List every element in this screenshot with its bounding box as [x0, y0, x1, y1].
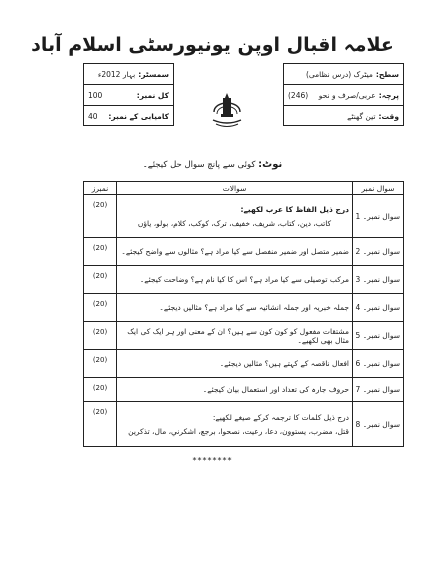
semester-value: بہار 2012ء — [97, 69, 136, 79]
note-label: نوٹ: — [258, 159, 283, 170]
number-header: سوال نمبر — [353, 182, 404, 195]
question-number: سوال نمبر۔ 6 — [353, 350, 404, 378]
question-marks: (20) — [84, 195, 117, 238]
question-marks: (20) — [84, 402, 117, 447]
question-text: حروف جارہ کی تعداد اور استعمال بیان کیجئے۔ — [117, 378, 353, 402]
table-header-row — [84, 182, 404, 195]
level-label: سطح: — [375, 69, 399, 79]
header-pass-row — [84, 106, 173, 127]
question-text: جملہ خبریہ اور جملہ انشائیہ سے کیا مراد ہے؟ مثالیں دیجئے۔ — [117, 294, 353, 322]
questions-header: سوالات — [117, 182, 353, 195]
level-value: میٹرک (درس نظامی) — [305, 69, 373, 79]
header-paper-row — [284, 85, 403, 106]
question-marks: (20) — [84, 266, 117, 294]
time-value: تین گھنٹے — [347, 112, 376, 121]
time-label: وقت: — [378, 112, 399, 121]
question-marks: (20) — [84, 350, 117, 378]
question-text: ضمیر متصل اور ضمیر منفصل سے کیا مراد ہے؟ مثالوں سے واضح کیجئے۔ — [117, 238, 353, 266]
table-row — [84, 402, 404, 447]
university-title: علامہ اقبال اوپن یونیورسٹی اسلام آباد — [31, 34, 394, 56]
marks-header: نمبرز — [84, 182, 117, 195]
end-marker: ******** — [192, 456, 233, 465]
table-row — [84, 238, 404, 266]
header-total-row — [84, 85, 173, 106]
header-left-box — [83, 63, 174, 126]
question-1-heading: درج ذیل الفاظ کا عرب لکھیے: — [240, 204, 349, 214]
note-text: کوئی سے پانچ سوال حل کیجئے۔ — [142, 160, 256, 170]
question-number: سوال نمبر۔ 7 — [353, 378, 404, 402]
question-marks: (20) — [84, 378, 117, 402]
question-1-words: کاتب، دین، کتاب، شریف، خفیف، ترک، کوکب، کلام، بولو، یاؤں — [137, 218, 332, 228]
paper-label: پرچہ: — [378, 90, 399, 100]
header-right-box — [283, 63, 404, 126]
question-marks: (20) — [84, 294, 117, 322]
question-number: سوال نمبر۔ 1 — [353, 195, 404, 238]
table-row — [84, 378, 404, 402]
question-text — [117, 195, 353, 238]
question-text: مرکب توصیلی سے کیا مراد ہے؟ اس کا کیا نام ہے؟ وضاحت کیجئے۔ — [117, 266, 353, 294]
table-row — [84, 322, 404, 350]
question-8-heading: درج ذیل کلمات کا ترجمہ کرکے صیغے لکھیے: — [212, 412, 349, 422]
question-number: سوال نمبر۔ 2 — [353, 238, 404, 266]
paper-value: عربی/صرف و نحو — [318, 90, 376, 100]
semester-label: سمسٹر: — [138, 69, 169, 79]
question-number: سوال نمبر۔ 8 — [353, 402, 404, 447]
question-text — [117, 402, 353, 447]
header-time-row — [284, 106, 403, 127]
table-row — [84, 294, 404, 322]
header-level-row — [284, 64, 403, 85]
question-number: سوال نمبر۔ 4 — [353, 294, 404, 322]
question-marks: (20) — [84, 322, 117, 350]
pass-marks-value: 40 — [88, 112, 98, 121]
paper-code: (246) — [288, 90, 309, 100]
question-text: افعال ناقصہ کے کہتے ہیں؟ مثالیں دیجئے۔ — [117, 350, 353, 378]
university-logo-icon — [211, 90, 243, 130]
question-number: سوال نمبر۔ 5 — [353, 322, 404, 350]
question-marks: (20) — [84, 238, 117, 266]
question-8-words: قتل، مضرب، يستوون، دعا، رعيت، نصحوا، برجع، اشكرني، مال، تذكرين — [128, 426, 349, 436]
table-row — [84, 266, 404, 294]
question-number: سوال نمبر۔ 3 — [353, 266, 404, 294]
questions-table — [83, 181, 404, 447]
header-semester-row — [84, 64, 173, 85]
question-text: مشتقات مفعول کو کون کون سے ہیں؟ ان کے معنی اور ہر ایک کی ایک مثال بھی لکھیے۔ — [117, 322, 353, 350]
total-marks-label: کل نمبر: — [136, 90, 169, 100]
table-row — [84, 350, 404, 378]
total-marks-value: 100 — [88, 90, 103, 100]
instruction-note — [0, 159, 425, 170]
pass-marks-label: کامیابی کے نمبر: — [108, 112, 169, 121]
table-row — [84, 195, 404, 238]
